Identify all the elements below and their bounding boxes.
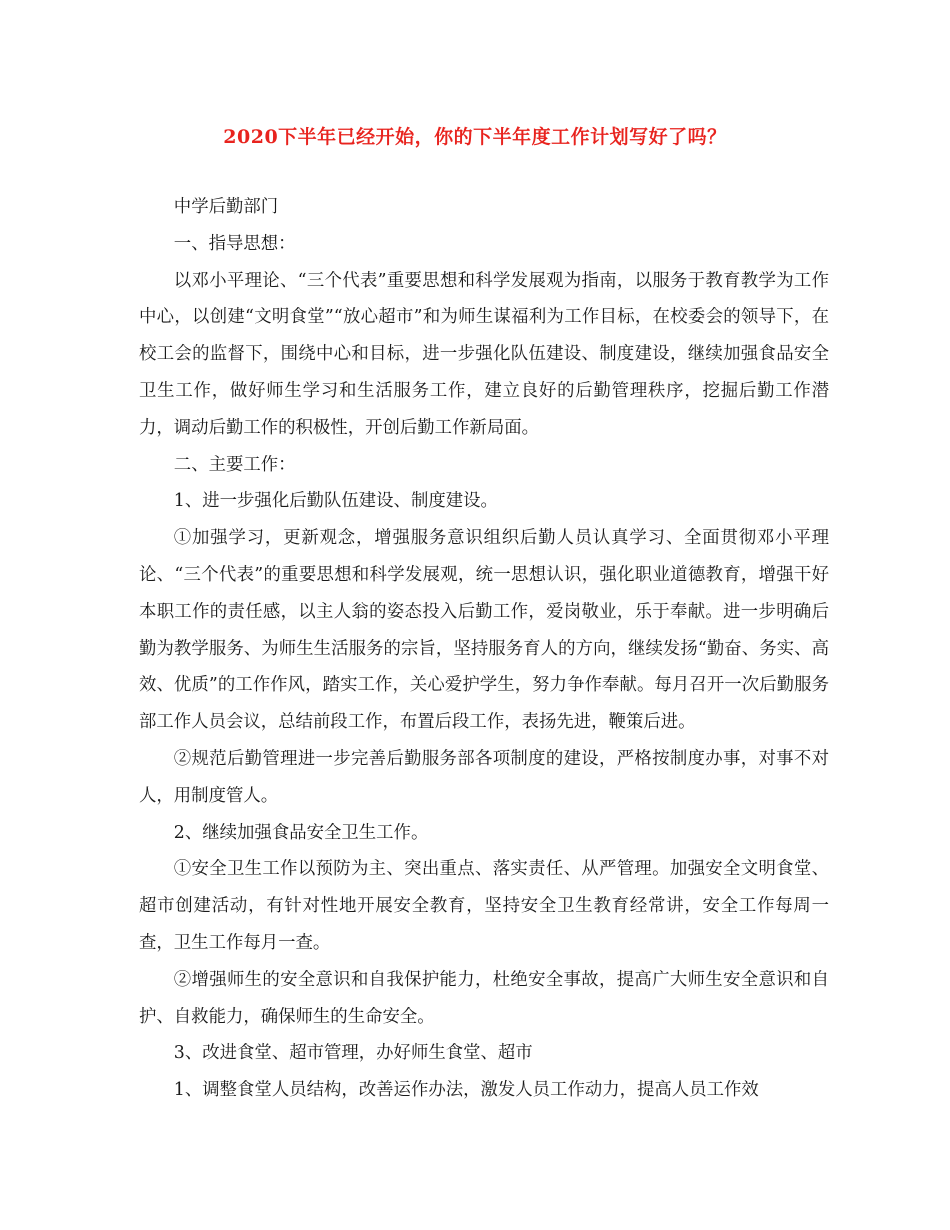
item-heading-team-building: 1、进一步强化后勤队伍建设、制度建设。 [173, 491, 498, 512]
item-heading-food-safety: 2、继续加强食品安全卫生工作。 [173, 822, 429, 843]
section-heading-main-work: 二、主要工作： [173, 454, 296, 475]
document-title: 2020下半年已经开始，你的下半年度工作计划写好了吗？ [223, 126, 727, 148]
item-heading-canteen: 3、改进食堂、超市管理，办好师生食堂、超市 [173, 1043, 533, 1064]
section-heading-guiding-thought: 一、指导思想： [173, 233, 296, 254]
paragraph-guiding-thought: 以邓小平理论、“三个代表”重要思想和科学发展观为指南，以服务于教育教学为工作中心，以创建“文明食堂”“放心超市”和为师生谋福利为工作目标，在校委会的领导下，在校工会的监督下，围绕中心和目标，进一步强化队伍建设、制度建设，继续加强食品安全卫生工作，做好师生学习和生活服务工作，建立良好的后勤管理秩序，挖掘后勤工作潜力，调动后勤工作的积极性，开创后勤工作新局面。 [139, 270, 829, 438]
document-body [139, 189, 829, 1109]
paragraph-canteen-staff: 1、调整食堂人员结构，改善运作办法，激发人员工作动力，提高人员工作效 [173, 1080, 759, 1101]
paragraph-standardize-management: ②规范后勤管理进一步完善后勤服务部各项制度的建设，严格按制度办事，对事不对人，用制度管人。 [139, 748, 829, 806]
paragraph-safety-awareness: ②增强师生的安全意识和自我保护能力，杜绝安全事故，提高广大师生安全意识和自护、自救能力，确保师生的生命安全。 [139, 969, 829, 1027]
paragraph-safety-prevention: ①安全卫生工作以预防为主、突出重点、落实责任、从严管理。加强安全文明食堂、超市创建活动，有针对性地开展安全教育，坚持安全卫生教育经常讲，安全工作每周一查，卫生工作每月一查。 [139, 859, 829, 953]
paragraph-study: ①加强学习，更新观念，增强服务意识组织后勤人员认真学习、全面贯彻邓小平理论、“三个代表”的重要思想和科学发展观，统一思想认识，强化职业道德教育，增强干好本职工作的责任感，以主人翁的姿态投入后勤工作，爱岗敬业，乐于奉献。进一步明确后勤为教学服务、为师生生活服务的宗旨，坚持服务育人的方向，继续发扬“勤奋、务实、高效、优质”的工作作风，踏实工作，关心爱护学生，努力争作奉献。每月召开一次后勤服务部工作人员会议，总结前段工作，布置后段工作，表扬先进，鞭策后进。 [139, 528, 829, 733]
paragraph-department: 中学后勤部门 [173, 197, 279, 217]
